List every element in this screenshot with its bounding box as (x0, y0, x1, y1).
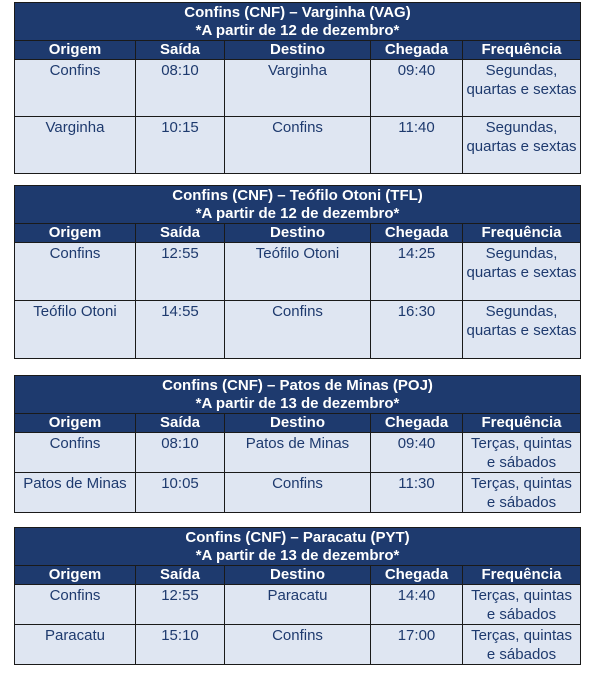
cell-frequencia: Terças, quintas e sábados (463, 585, 581, 625)
cell-destino: Patos de Minas (225, 433, 371, 473)
cell-chegada: 11:30 (371, 473, 463, 513)
route-table-teofilo-otoni (14, 185, 581, 359)
column-header-frequencia: Frequência (463, 566, 581, 585)
route-start-date: *A partir de 12 de dezembro* (195, 22, 400, 39)
route-start-date: *A partir de 13 de dezembro* (195, 547, 400, 564)
cell-chegada: 11:40 (371, 117, 463, 174)
table-row (15, 625, 581, 665)
route-name: Confins (CNF) – Patos de Minas (POJ) (162, 377, 433, 394)
route-table-varginha (14, 2, 581, 174)
cell-origem: Confins (15, 585, 136, 625)
column-header-origem: Origem (15, 41, 136, 60)
cell-frequencia: Segundas, quartas e sextas (463, 243, 581, 301)
cell-saida: 10:15 (136, 117, 225, 174)
table-row (15, 60, 581, 117)
cell-frequencia: Terças, quintas e sábados (463, 433, 581, 473)
cell-chegada: 14:40 (371, 585, 463, 625)
column-header-chegada: Chegada (371, 566, 463, 585)
column-header-origem: Origem (15, 566, 136, 585)
table-row (15, 301, 581, 359)
column-header-saida: Saída (136, 224, 225, 243)
column-header-frequencia: Frequência (463, 224, 581, 243)
column-header-destino: Destino (225, 414, 371, 433)
cell-frequencia: Segundas, quartas e sextas (463, 301, 581, 359)
cell-origem: Paracatu (15, 625, 136, 665)
cell-origem: Confins (15, 433, 136, 473)
cell-destino: Paracatu (225, 585, 371, 625)
cell-origem: Teófilo Otoni (15, 301, 136, 359)
table-row (15, 117, 581, 174)
cell-origem: Confins (15, 60, 136, 117)
cell-saida: 08:10 (136, 433, 225, 473)
column-header-destino: Destino (225, 566, 371, 585)
cell-chegada: 14:25 (371, 243, 463, 301)
cell-destino: Confins (225, 473, 371, 513)
column-header-destino: Destino (225, 41, 371, 60)
route-title (15, 528, 581, 566)
cell-saida: 10:05 (136, 473, 225, 513)
table-row (15, 433, 581, 473)
cell-saida: 14:55 (136, 301, 225, 359)
cell-chegada: 16:30 (371, 301, 463, 359)
cell-chegada: 17:00 (371, 625, 463, 665)
column-header-chegada: Chegada (371, 41, 463, 60)
cell-saida: 12:55 (136, 243, 225, 301)
cell-frequencia: Terças, quintas e sábados (463, 625, 581, 665)
route-name: Confins (CNF) – Varginha (VAG) (184, 4, 411, 21)
cell-origem: Varginha (15, 117, 136, 174)
column-header-origem: Origem (15, 224, 136, 243)
column-header-chegada: Chegada (371, 224, 463, 243)
cell-saida: 12:55 (136, 585, 225, 625)
route-title (15, 3, 581, 41)
route-start-date: *A partir de 13 de dezembro* (195, 395, 400, 412)
cell-origem: Patos de Minas (15, 473, 136, 513)
cell-chegada: 09:40 (371, 433, 463, 473)
cell-chegada: 09:40 (371, 60, 463, 117)
cell-frequencia: Segundas, quartas e sextas (463, 117, 581, 174)
route-name: Confins (CNF) – Paracatu (PYT) (185, 529, 410, 546)
route-table-patos-de-minas (14, 375, 581, 513)
column-header-saida: Saída (136, 414, 225, 433)
cell-frequencia: Terças, quintas e sábados (463, 473, 581, 513)
table-row (15, 473, 581, 513)
column-header-saida: Saída (136, 566, 225, 585)
route-title (15, 186, 581, 224)
cell-saida: 08:10 (136, 60, 225, 117)
cell-destino: Varginha (225, 60, 371, 117)
cell-destino: Confins (225, 625, 371, 665)
cell-frequencia: Segundas, quartas e sextas (463, 60, 581, 117)
column-header-saida: Saída (136, 41, 225, 60)
route-title (15, 376, 581, 414)
column-header-destino: Destino (225, 224, 371, 243)
table-row (15, 243, 581, 301)
cell-destino: Confins (225, 301, 371, 359)
route-start-date: *A partir de 12 de dezembro* (195, 205, 400, 222)
cell-origem: Confins (15, 243, 136, 301)
column-header-origem: Origem (15, 414, 136, 433)
column-header-chegada: Chegada (371, 414, 463, 433)
cell-saida: 15:10 (136, 625, 225, 665)
cell-destino: Teófilo Otoni (225, 243, 371, 301)
route-name: Confins (CNF) – Teófilo Otoni (TFL) (172, 187, 423, 204)
column-header-frequencia: Frequência (463, 414, 581, 433)
cell-destino: Confins (225, 117, 371, 174)
table-row (15, 585, 581, 625)
route-table-paracatu (14, 527, 581, 665)
column-header-frequencia: Frequência (463, 41, 581, 60)
